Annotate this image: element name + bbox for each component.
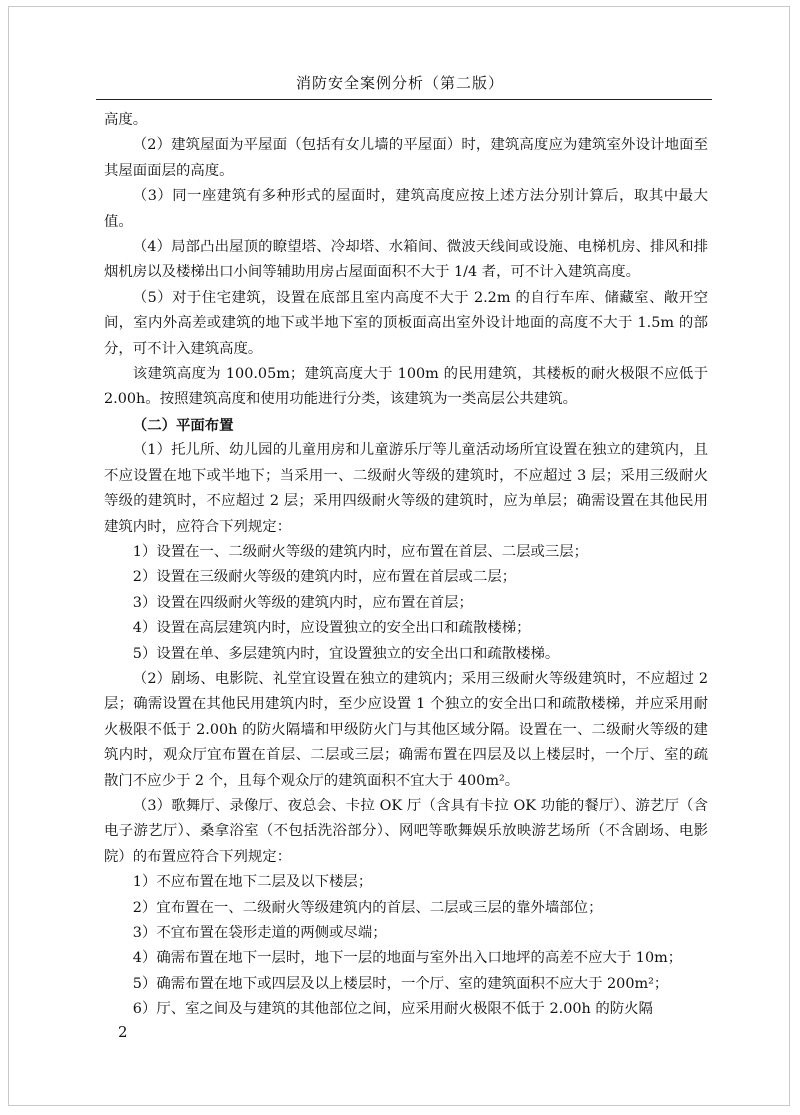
paragraph: 该建筑高度为 100.05m；建筑高度大于 100m 的民用建筑，其楼板的耐火极限不应低于 2.00h。按照建筑高度和使用功能进行分类，该建筑为一类高层公共建筑。 [104,366,708,408]
list-item: 2）宜布置在一、二级耐火等级建筑内的首层、二层或三层的靠外墙部位； [132,899,603,916]
list-item: 4）设置在高层建筑内时，应设置独立的安全出口和疏散楼梯； [132,620,531,637]
paragraph: （5）对于住宅建筑，设置在底部且室内高度不大于 2.2m 的自行车库、储藏室、敞开空间，室内外高差或建筑的地下或半地下室的顶板面高出室外设计地面的高度不大于 1.5m 的部分，可不计入建筑高度。 [104,289,708,357]
page-content [104,108,708,1023]
list-item: 5）设置在单、多层建筑内时，宜设置独立的安全出口和疏散楼梯。 [132,645,560,662]
paragraph: （1）托儿所、幼儿园的儿童用房和儿童游乐厅等儿童活动场所宜设置在独立的建筑内，且不应设置在地下或半地下；当采用一、二级耐火等级的建筑时，不应超过 3 层；采用三级耐火等级的建筑时，不应超过 2 层；采用四级耐火等级的建筑时，应为单层；确需设置在其他民用建筑内时，应符合下列规定： [104,442,708,535]
list-item: 5）确需布置在地下或四层及以上楼层时，一个厅、室的建筑面积不应大于 200m²； [132,975,669,992]
paragraph: 高度。 [104,112,148,128]
list-item: 1）不应布置在地下二层及以下楼层； [132,874,373,891]
list-item: 3）不宜布置在袋形走道的两侧或尽端； [132,925,387,941]
list-item: 4）确需布置在地下一层时，地下一层的地面与室外出入口地坪的高差不应大于 10m； [132,950,683,967]
paragraph: （4）局部凸出屋顶的瞭望塔、冷却塔、水箱间、微波天线间或设施、电梯机房、排风和排烟机房以及楼梯出口小间等辅助用房占屋面面积不大于 1/4 者，可不计入建筑高度。 [104,239,708,281]
paragraph: （3）歌舞厅、录像厅、夜总会、卡拉 OK 厅（含具有卡拉 OK 功能的餐厅）、游艺厅（含电子游艺厅）、桑拿浴室（不包括洗浴部分）、网吧等歌舞娱乐放映游艺场所（不含剧场、电影院）的布置应符合下列规定： [104,797,708,865]
list-item: 1）设置在一、二级耐火等级的建筑内时，应布置在首层、二层或三层； [132,543,589,560]
list-item: 3）设置在四级耐火等级的建筑内时，应布置在首层； [132,594,473,611]
header-rule [96,99,712,100]
paragraph: （2）建筑屋面为平屋面（包括有女儿墙的平屋面）时，建筑高度应为建筑室外设计地面至其屋面面层的高度。 [104,137,708,179]
list-item: 6）厅、室之间及与建筑的其他部位之间，应采用耐火极限不低于 2.00h 的防火隔 [132,1001,653,1018]
paragraph: （2）剧场、电影院、礼堂宜设置在独立的建筑内；采用三级耐火等级建筑时，不应超过 2 层；确需设置在其他民用建筑内时，至少应设置 1 个独立的安全出口和疏散楼梯，并应采用耐火极限不低于 2.00h 的防火隔墙和甲级防火门与其他区域分隔。设置在一、二级耐火等级的建筑内时，观众厅宜布置在首层、二层或三层；确需布置在四层及以上楼层时，一个厅、室的疏散门不应少于 2 个，且每个观众厅的建筑面积不宜大于 400m²。 [104,670,708,789]
section-heading: （二）平面布置 [132,416,234,434]
running-header: 消防安全案例分析（第二版） [295,74,504,92]
list-item: 2）设置在三级耐火等级的建筑内时，应布置在首层或二层； [132,569,517,586]
paragraph: （3）同一座建筑有多种形式的屋面时，建筑高度应按上述方法分别计算后，取其中最大值。 [104,188,708,230]
page-number: 2 [118,1023,128,1041]
